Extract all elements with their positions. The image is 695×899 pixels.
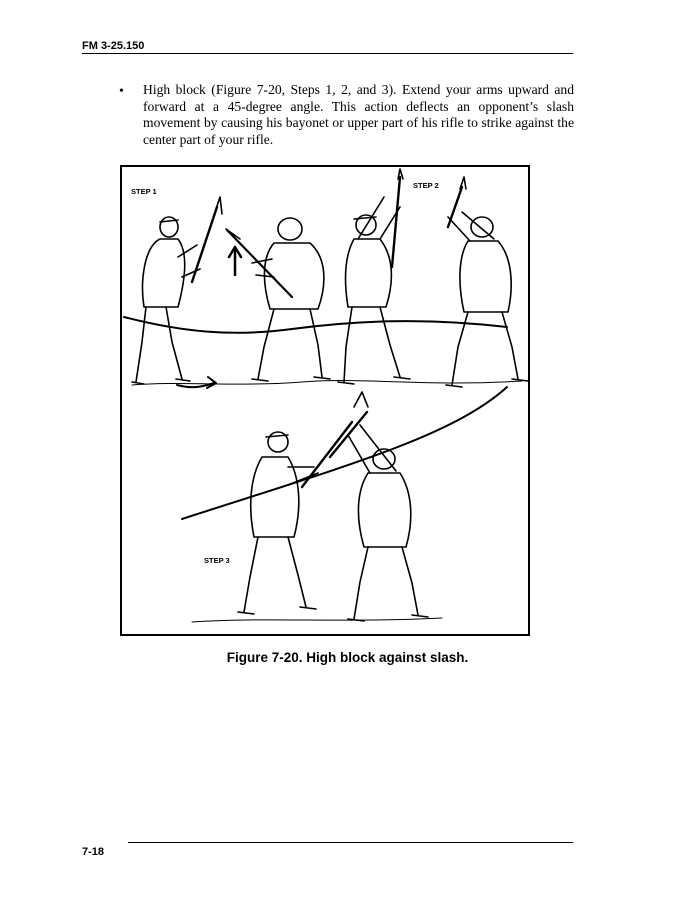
manual-id: FM 3-25.150 — [82, 40, 145, 52]
page-number: 7-18 — [82, 846, 105, 858]
step-1-label: STEP 1 — [131, 187, 157, 196]
bayonet-drill-drawing — [122, 167, 530, 636]
figure-caption: Figure 7-20. High block against slash. — [226, 650, 469, 665]
bullet-marker: • — [119, 84, 124, 99]
step-3-label: STEP 3 — [204, 556, 230, 565]
body-paragraph: High block (Figure 7-20, Steps 1, 2, and 3). Extend your arms upward and forward at a 45-degree angle. This action deflects an opponent’s slash movement by causing his bayonet or upper part of his rifle to strike against the center part of your rifle. — [143, 82, 574, 147]
header-rule — [82, 53, 573, 54]
footer-rule — [128, 842, 573, 843]
figure-illustration — [120, 165, 530, 636]
step-2-label: STEP 2 — [413, 181, 439, 190]
